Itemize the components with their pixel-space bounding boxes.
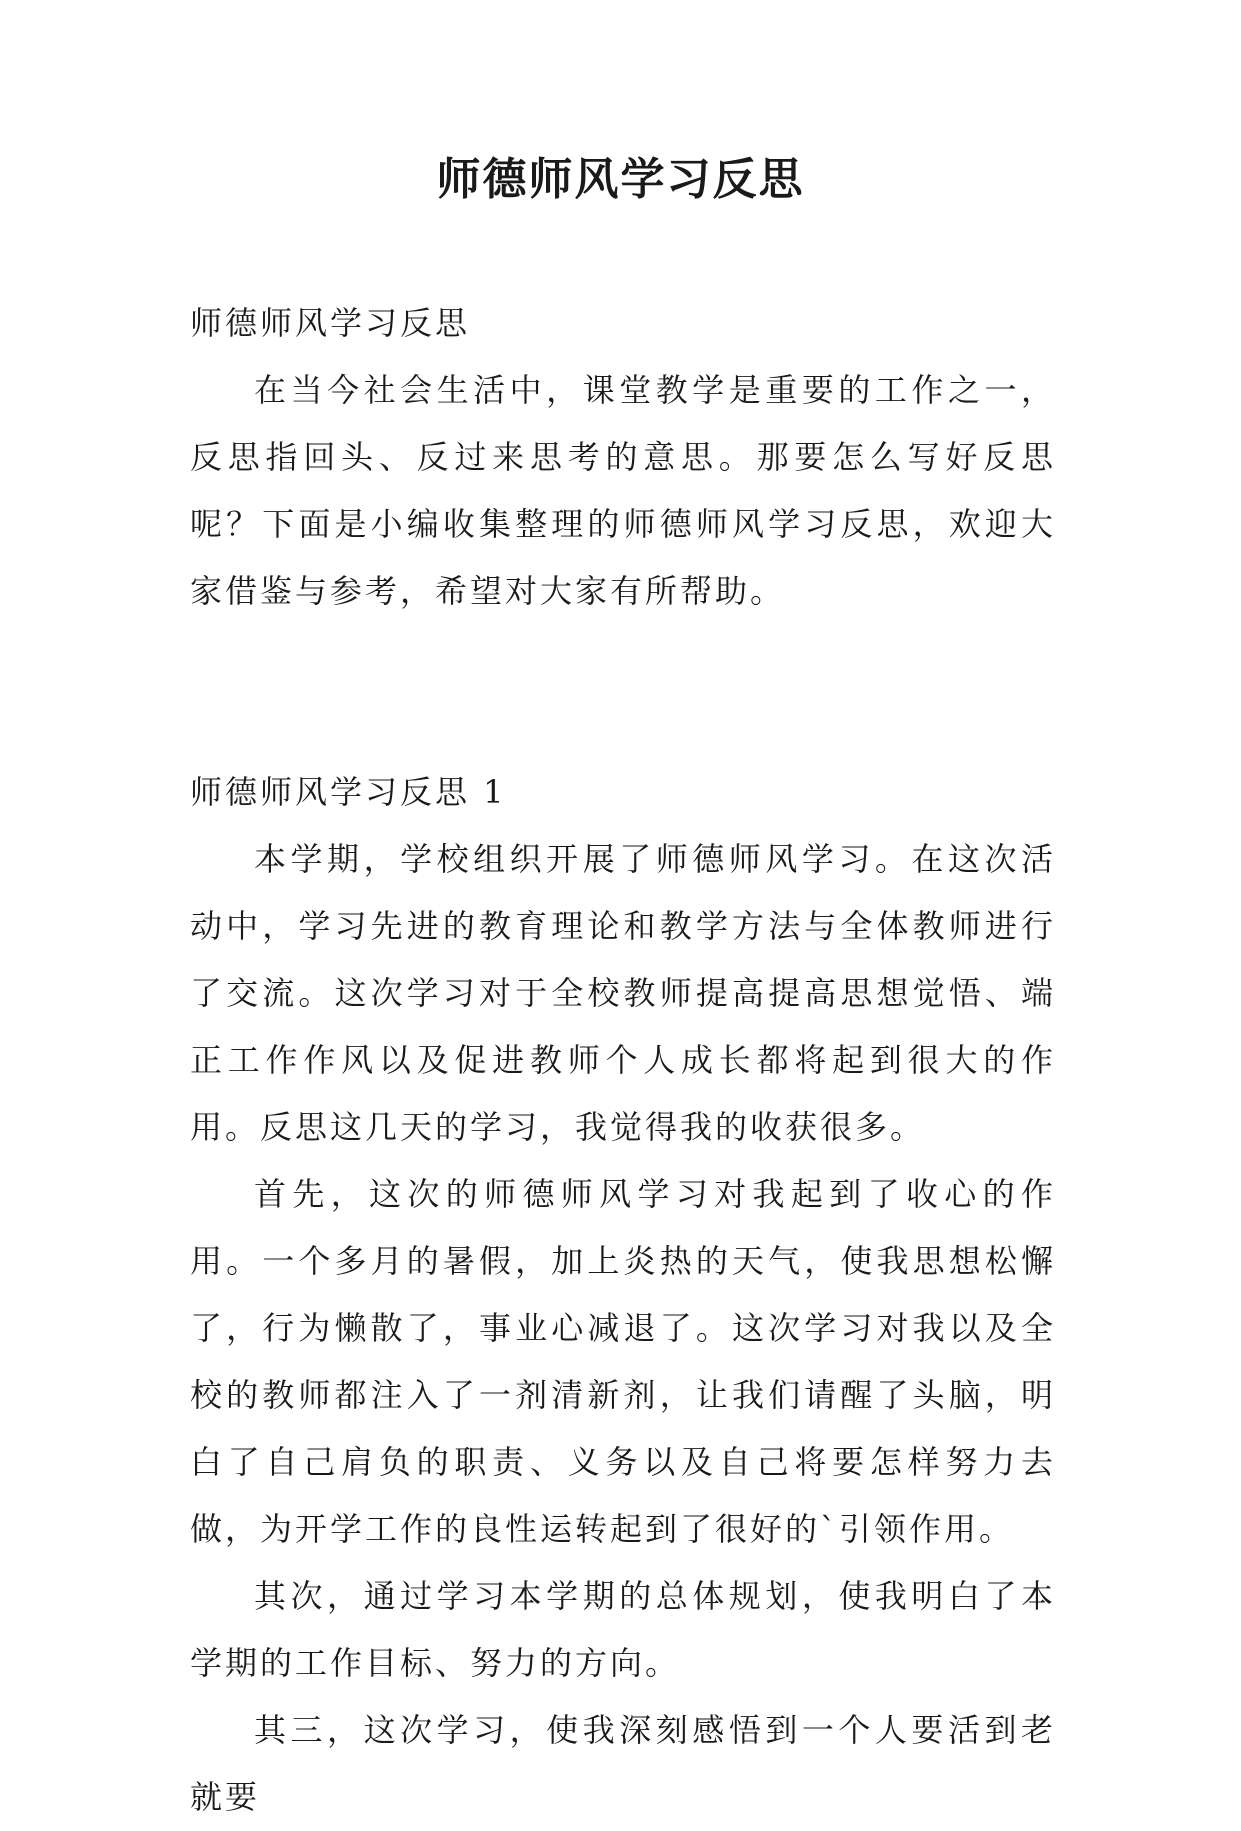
section-1-paragraph: 本学期，学校组织开展了师德师风学习。在这次活动中，学习先进的教育理论和教学方法与全体教师进行了交流。这次学习对于全校教师提高提高思想觉悟、端正工作作风以及促进教师个人成长都将起到很大的作用。反思这几天的学习，我觉得我的收获很多。 [190, 840, 1056, 1146]
intro-paragraph: 在当今社会生活中，课堂教学是重要的工作之一，反思指回头、反过来思考的意思。那要怎么写好反思呢？下面是小编收集整理的师德师风学习反思，欢迎大家借鉴与参考，希望对大家有所帮助。 [190, 371, 1056, 610]
document-body [190, 290, 1056, 1831]
section-spacer [190, 625, 1056, 759]
document-title: 师德师风学习反思 [436, 154, 805, 205]
section-1-paragraph: 其次，通过学习本学期的总体规划，使我明白了本学期的工作目标、努力的方向。 [190, 1577, 1056, 1682]
section-1-paragraph: 首先，这次的师德师风学习对我起到了收心的作用。一个多月的暑假，加上炎热的天气，使我思想松懈了，行为懒散了，事业心减退了。这次学习对我以及全校的教师都注入了一剂清新剂，让我们请醒了头脑，明白了自己肩负的职责、义务以及自己将要怎样努力去做，为开学工作的良性运转起到了很好的`引领作用。 [190, 1175, 1056, 1548]
intro-heading: 师德师风学习反思 [190, 304, 471, 342]
section-1-heading: 师德师风学习反思 1 [190, 773, 507, 811]
section-1-paragraph: 其三，这次学习，使我深刻感悟到一个人要活到老就要 [190, 1711, 1056, 1816]
